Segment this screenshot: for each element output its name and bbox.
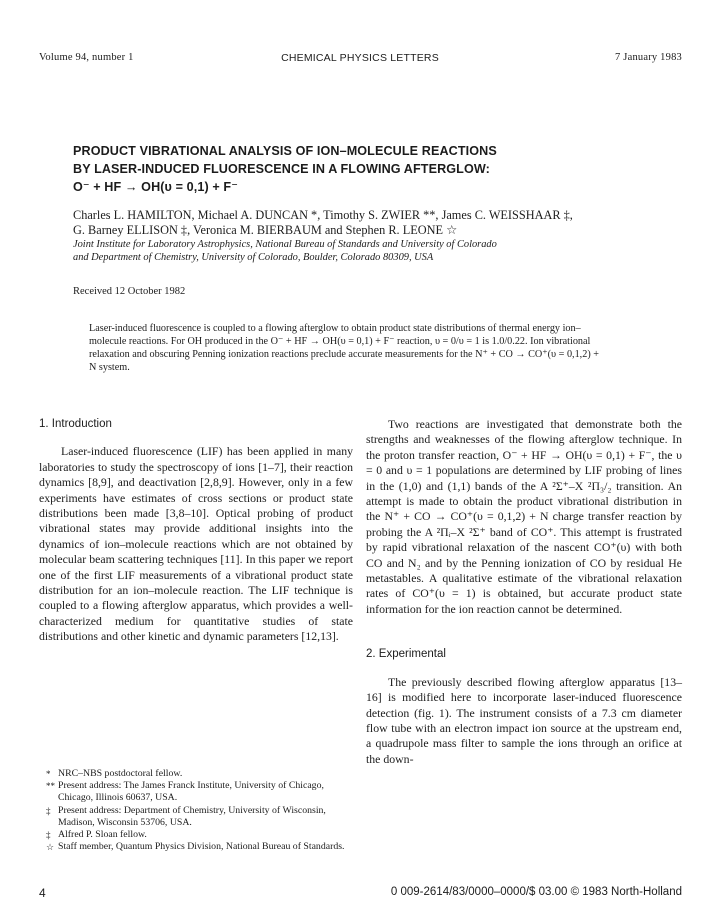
footnote-text: Alfred P. Sloan fellow. <box>58 829 147 841</box>
left-column <box>39 417 353 645</box>
author-line: G. Barney ELLISON ‡, Veronica M. BIERBAUM and Stephen R. LEONE ☆ <box>73 222 458 237</box>
author-list <box>73 208 693 237</box>
author-line: Charles L. HAMILTON, Michael A. DUNCAN *, Timothy S. ZWIER **, James C. WEISSHAAR ‡, <box>73 208 573 222</box>
experimental-paragraph: The previously described flowing afterglow apparatus [13–16] is modified here to incorporate laser-induced fluorescence detection (fig. 1). The instrument consists of a 7.3 cm diameter flow tube with an electron impact ion source at the upstream end, a quadrupole mass filter to sample the ions through an orifice at the down- <box>366 674 682 766</box>
footnote-text: NRC–NBS postdoctoral fellow. <box>58 768 183 779</box>
footnote <box>46 805 346 829</box>
title-line: PRODUCT VIBRATIONAL ANALYSIS OF ION–MOLECULE REACTIONS <box>73 144 497 158</box>
page-number: 4 <box>39 886 46 900</box>
footnote-mark: ** <box>46 781 55 792</box>
section-heading-introduction: 1. Introduction <box>39 418 112 430</box>
abstract-line: relaxation and obscuring Penning ionization reactions preclude accurate measurements for the N⁺ + CO → CO⁺(υ = 0,1,2) + <box>89 348 600 360</box>
footnote <box>46 829 346 841</box>
footnote <box>46 780 346 804</box>
footnote-mark: ‡ <box>46 805 51 816</box>
right-column <box>366 417 682 767</box>
footnote-mark: ☆ <box>46 842 55 853</box>
abstract-line: Laser-induced fluorescence is coupled to a flowing afterglow to obtain product state distributions of thermal energy ion– <box>89 323 581 334</box>
received-date: Received 12 October 1982 <box>73 286 186 297</box>
footnote-text: Present address: Department of Chemistry, University of Wisconsin, Madison, Wisconsin 53706, USA. <box>58 804 326 828</box>
article-title <box>73 142 673 196</box>
title-line: O⁻ + HF → OH(υ = 0,1) + F⁻ <box>73 180 238 194</box>
title-line: BY LASER-INDUCED FLUORESCENCE IN A FLOWING AFTERGLOW: <box>73 162 490 176</box>
journal-name: CHEMICAL PHYSICS LETTERS <box>281 52 439 64</box>
section-heading-experimental: 2. Experimental <box>366 648 446 661</box>
issue-date: 7 January 1983 <box>615 52 682 63</box>
copyright-line: 0 009-2614/83/0000–0000/$ 03.00 © 1983 North-Holland <box>390 886 682 898</box>
introduction-paragraph: Laser-induced fluorescence (LIF) has been applied in many laboratories to study the spectroscopy of ions [1–7], their reaction dynamics [8,9], and deactivation [2,8,9]. However, only in a few experiments have estimates of cross sections or product state distributions been made [3,8–10]. Optical probing of product vibrational states may provide additional insights into the dynamics of ion–molecule reactions which are not obtained by molecular beam scattering techniques [11]. In this paper we report one of the first LIF measurements of a vibrational product state distribution for an ion–molecule reaction. The LIF technique is coupled to a flowing afterglow apparatus, which provides a well-characterized medium for quantitative studies of state distributions and other kinetic and dynamic parameters [12,13]. <box>39 444 353 644</box>
footnote <box>46 768 346 780</box>
footnote-mark: ‡ <box>46 830 51 841</box>
overview-paragraph: Two reactions are investigated that demonstrate both the strengths and weaknesses of the flowing afterglow technique. In the proton transfer reaction, O⁻ + HF → OH(υ = 0,1) + F⁻, the υ = 0 and υ = 1 populations are determined by LIF probing of lines in the (1,0) and (1,1) bands of the A ²Σ⁺–X ²Π₃/₂ transition. An attempt is made to obtain the product vibrational distribution in the N⁺ + CO → CO⁺(υ = 0,1,2) + N charge transfer reaction by probing the A ²Πᵢ–X ²Σ⁺ band of CO⁺. This attempt is frustrated by rapid vibrational relaxation of the nascent CO⁺(υ) with both CO and N₂ and by the Penning ionization of CO by residual He metastables. A qualitative estimate of the vibrational relaxation rates of CO⁺(υ = 1) is obtained, but accurate product state information for the ion reaction cannot be determined. <box>366 417 682 616</box>
footnotes <box>46 768 346 853</box>
footnote-text: Present address: The James Franck Institute, University of Chicago, Chicago, Illinois 60637, USA. <box>58 780 324 804</box>
footnote-mark: * <box>46 769 51 779</box>
abstract <box>89 323 687 375</box>
footnote-text: Staff member, Quantum Physics Division, National Bureau of Standards. <box>58 841 345 853</box>
footnote <box>46 841 346 853</box>
affiliation-line: and Department of Chemistry, University of Colorado, Boulder, Colorado 80309, USA <box>73 252 434 263</box>
volume-number: Volume 94, number 1 <box>39 52 134 63</box>
affiliation <box>73 238 693 264</box>
abstract-line: N system. <box>89 361 130 373</box>
affiliation-line: Joint Institute for Laboratory Astrophysics, National Bureau of Standards and University of Colorado <box>73 239 497 250</box>
abstract-line: molecule reactions. For OH produced in the O⁻ + HF → OH(υ = 0,1) + F⁻ reaction, υ = 0/υ = 1 is 1.0/0.22. Ion vibrational <box>89 335 591 347</box>
